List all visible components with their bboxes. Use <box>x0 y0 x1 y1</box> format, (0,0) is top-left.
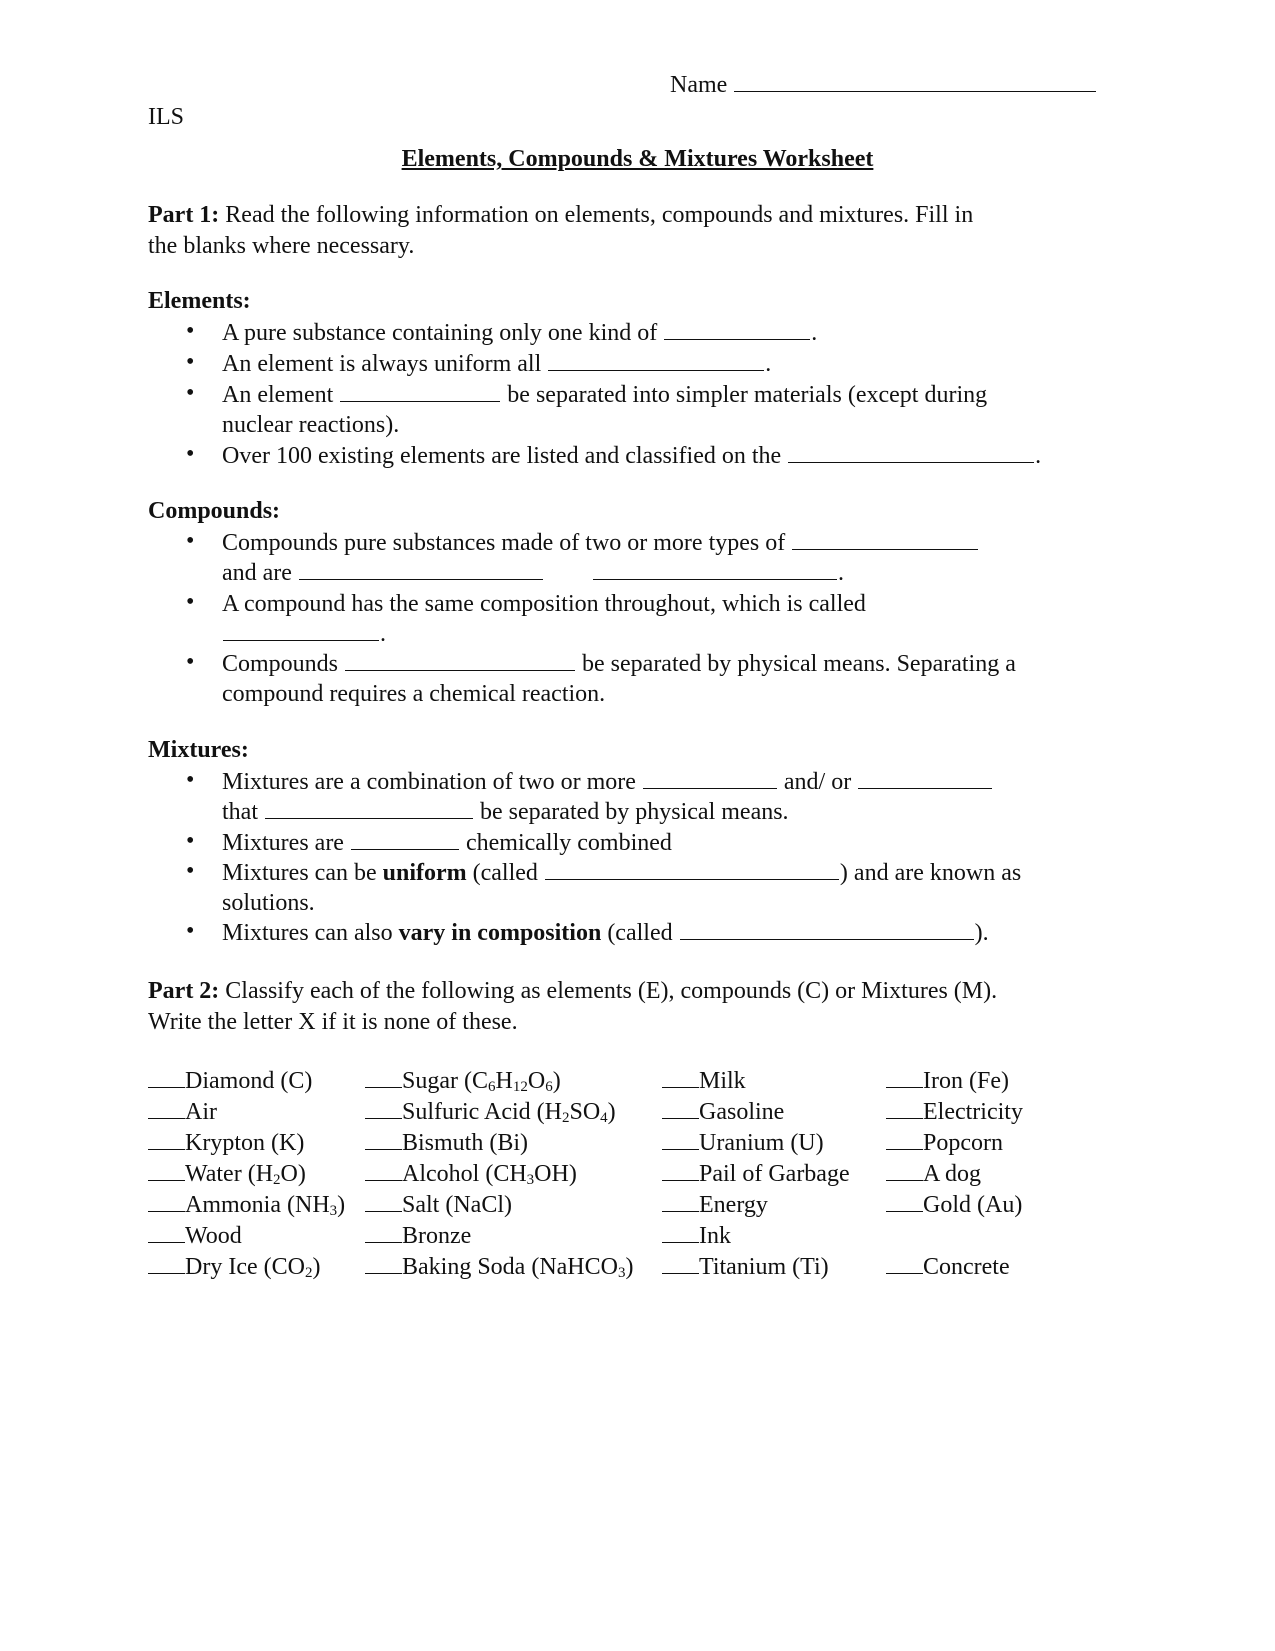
part2-text-line1: Classify each of the following as elements (E), compounds (C) or Mixtures (M). <box>219 978 998 1004</box>
name-field[interactable] <box>670 72 1097 99</box>
fill-blank[interactable] <box>340 400 500 402</box>
mixtures-b3-text-c: ) and are known as <box>839 860 1022 886</box>
item-label: Sulfuric Acid $(H_2SO_4)$ <box>402 1099 616 1126</box>
answer-blank[interactable] <box>365 1272 402 1274</box>
answer-blank[interactable] <box>365 1210 402 1212</box>
answer-blank[interactable] <box>662 1148 699 1150</box>
item-label: Energy <box>699 1192 768 1218</box>
part2-label: Part 2: <box>148 978 220 1004</box>
item-label: Ammonia $(NH_3)$ <box>185 1192 346 1219</box>
list-item <box>662 1221 850 1252</box>
answer-blank[interactable] <box>886 1179 923 1181</box>
list-item <box>886 1097 1023 1128</box>
bullet-icon: • <box>186 767 195 793</box>
answer-blank[interactable] <box>148 1210 185 1212</box>
name-blank[interactable] <box>734 90 1096 92</box>
compounds-b3-text-b: be separated by physical means. Separating a <box>582 651 1016 677</box>
list-item <box>886 1066 1023 1097</box>
list-item <box>662 1159 850 1190</box>
worksheet-title: Elements, Compounds & Mixtures Worksheet <box>401 146 874 172</box>
item-label: Salt (NaCl) <box>402 1192 512 1218</box>
fill-blank[interactable] <box>643 787 777 789</box>
compounds-b3-text-a: Compounds <box>222 651 339 677</box>
item-label: Diamond (C) <box>185 1068 313 1094</box>
list-item <box>365 1190 633 1221</box>
mixtures-b2-text-b: chemically combined <box>465 830 672 856</box>
classify-column-2 <box>365 1066 633 1283</box>
part2-instructions <box>148 976 997 1038</box>
fill-blank[interactable] <box>299 578 543 580</box>
mixtures-b1-text-c: that <box>222 799 258 825</box>
answer-blank[interactable] <box>148 1241 185 1243</box>
item-label: Iron (Fe) <box>923 1068 1009 1094</box>
mixtures-b4-text-c: ). <box>974 920 989 946</box>
item-label: Air <box>185 1099 217 1125</box>
list-item <box>662 1128 850 1159</box>
elements-b4-text: Over 100 existing elements are listed and classified on the <box>222 443 782 469</box>
list-item-empty <box>886 1221 1023 1252</box>
item-label: Uranium (U) <box>699 1130 824 1156</box>
answer-blank[interactable] <box>148 1272 185 1274</box>
item-label: Bronze <box>402 1223 472 1249</box>
bullet-icon: • <box>186 441 195 467</box>
answer-blank[interactable] <box>662 1241 699 1243</box>
bullet-icon: • <box>186 380 195 406</box>
list-item <box>365 1252 633 1283</box>
list-item <box>662 1252 850 1283</box>
item-label: Gasoline <box>699 1099 785 1125</box>
item-label: Bismuth (Bi) <box>402 1130 529 1156</box>
mixtures-b4-text-a: Mixtures can also <box>222 920 399 946</box>
item-label: Dry Ice $(CO_2)$ <box>185 1254 321 1281</box>
elements-b2-text: An element is always uniform all <box>222 351 542 377</box>
classify-column-3 <box>662 1066 850 1283</box>
mixtures-b1-text-b: and/ or <box>783 769 852 795</box>
mixtures-b3-text-a: Mixtures can be <box>222 860 383 886</box>
elements-heading: Elements: <box>148 288 251 314</box>
item-label: Baking Soda (NaHCO$_3$) <box>402 1254 634 1281</box>
bullet-icon: • <box>186 649 195 675</box>
list-item <box>662 1190 850 1221</box>
list-item <box>662 1066 850 1097</box>
fill-blank[interactable] <box>223 639 379 641</box>
answer-blank[interactable] <box>365 1117 402 1119</box>
item-label: Titanium (Ti) <box>699 1254 829 1280</box>
answer-blank[interactable] <box>886 1272 923 1274</box>
bullet-icon: • <box>186 828 195 854</box>
name-label: Name <box>670 72 728 98</box>
list-item <box>365 1097 633 1128</box>
answer-blank[interactable] <box>886 1148 923 1150</box>
bullet-icon: • <box>186 528 195 554</box>
list-item <box>148 1128 345 1159</box>
list-item <box>365 1159 633 1190</box>
course-label: ILS <box>148 104 184 130</box>
fill-blank[interactable] <box>858 787 992 789</box>
mixtures-b3-text-b: (called <box>466 860 538 886</box>
item-label: Sugar $(C_6H_{12}O_6)$ <box>402 1068 561 1095</box>
list-item <box>365 1066 633 1097</box>
list-item <box>148 1221 345 1252</box>
part1-text-line2: the blanks where necessary. <box>148 233 415 259</box>
elements-b3-text-c: nuclear reactions). <box>222 412 400 438</box>
list-item <box>886 1128 1023 1159</box>
item-label: Ink <box>699 1223 731 1249</box>
mixtures-b4-bold: vary in composition <box>398 920 602 946</box>
fill-blank[interactable] <box>664 338 810 340</box>
elements-b3-text-b: be separated into simpler materials (except during <box>507 382 988 408</box>
list-item <box>148 1159 345 1190</box>
answer-blank[interactable] <box>662 1117 699 1119</box>
item-label: Electricity <box>923 1099 1023 1125</box>
classify-column-1 <box>148 1066 345 1283</box>
fill-blank[interactable] <box>788 461 1034 463</box>
answer-blank[interactable] <box>662 1179 699 1181</box>
compounds-b1-text-b: and are <box>222 560 292 586</box>
compounds-heading: Compounds: <box>148 498 281 524</box>
mixtures-heading: Mixtures: <box>148 737 249 763</box>
item-label: Milk <box>699 1068 746 1094</box>
answer-blank[interactable] <box>148 1179 185 1181</box>
answer-blank[interactable] <box>148 1086 185 1088</box>
bullet-icon: • <box>186 858 195 884</box>
part1-text-line1: Read the following information on elements, compounds and mixtures. Fill in <box>219 202 974 228</box>
part1-instructions <box>148 200 973 262</box>
part1-label: Part 1: <box>148 202 220 228</box>
answer-blank[interactable] <box>886 1210 923 1212</box>
classify-column-4 <box>886 1066 1023 1283</box>
list-item <box>662 1097 850 1128</box>
list-item <box>886 1159 1023 1190</box>
list-item <box>148 1190 345 1221</box>
list-item <box>365 1221 633 1252</box>
answer-blank[interactable] <box>662 1086 699 1088</box>
item-label: Pail of Garbage <box>699 1161 850 1187</box>
answer-blank[interactable] <box>662 1272 699 1274</box>
answer-blank[interactable] <box>365 1086 402 1088</box>
fill-blank[interactable] <box>345 669 575 671</box>
answer-blank[interactable] <box>148 1117 185 1119</box>
fill-blank[interactable] <box>680 938 974 940</box>
answer-blank[interactable] <box>886 1086 923 1088</box>
mixtures-b4-text-b: (called <box>601 920 673 946</box>
item-label: A dog <box>923 1161 982 1187</box>
list-item <box>886 1252 1023 1283</box>
mixtures-b2-text-a: Mixtures are <box>222 830 344 856</box>
answer-blank[interactable] <box>662 1210 699 1212</box>
item-label: Water $(H_2O)$ <box>185 1161 306 1188</box>
item-label: Concrete <box>923 1254 1010 1280</box>
mixtures-b1-text-a: Mixtures are a combination of two or more <box>222 769 636 795</box>
answer-blank[interactable] <box>365 1241 402 1243</box>
item-label: Alcohol $(CH_3OH)$ <box>402 1161 577 1188</box>
mixtures-b3-bold: uniform <box>382 860 467 886</box>
bullet-icon: • <box>186 918 195 944</box>
fill-blank[interactable] <box>545 878 839 880</box>
bullet-icon: • <box>186 589 195 615</box>
compounds-b2-text: A compound has the same composition throughout, which is called <box>222 591 866 617</box>
answer-blank[interactable] <box>365 1148 402 1150</box>
elements-b1-text: A pure substance containing only one kind of <box>222 320 658 346</box>
bullet-icon: • <box>186 349 195 375</box>
bullet-icon: • <box>186 318 195 344</box>
item-label: Wood <box>185 1223 242 1249</box>
answer-blank[interactable] <box>365 1179 402 1181</box>
fill-blank[interactable] <box>792 548 978 550</box>
list-item <box>148 1066 345 1097</box>
part2-text-line2: Write the letter X if it is none of these. <box>148 1009 518 1035</box>
compounds-b1-text-a: Compounds pure substances made of two or more types of <box>222 530 786 556</box>
list-item <box>886 1190 1023 1221</box>
answer-blank[interactable] <box>148 1148 185 1150</box>
item-label: Popcorn <box>923 1130 1003 1156</box>
fill-blank[interactable] <box>548 369 764 371</box>
fill-blank[interactable] <box>265 817 473 819</box>
item-label: Krypton (K) <box>185 1130 305 1156</box>
list-item <box>148 1252 345 1283</box>
worksheet-page: Name ILS Elements, Compounds & Mixtures Worksheet Part 1: Read the following information on elements, compounds and mixtures. Fill in the blanks where necessary. Elements: • A pure substance containing only one kind of . • An element is always uniform all . • An element be separated into simpler materials (except during nuclear reactions). • Over 100 existing elements are listed and classified on the . Compounds: • Compounds pure substances made of two or more types of and are . • A compound has the same composition throughout, which is called . • Compounds be separated by physical means. Separating a compound requires a chemical reaction. Mixtures: • Mixtures are a combination of two or more and/ or that be separated by physical means. • Mixtures are chemically combined • Mixtures can be uniform (called ) and are known as solutions. • Mixtures can also vary in composition (called ). Part 2: Classify each of the following as elements (E), compounds (C) or Mixtures (M). Write the letter X if it is none of these. Diamond (C) Air Krypton (K) Water $(H_2O)$ Ammonia $(NH_3)$ Wood Dry Ice $(CO_2)$ Sugar $(C_6H_{12}O_6)$ Sulfuric Acid $(H_2SO_4)$ Bismuth (Bi) Alcohol $(CH_3OH)$ Salt (NaCl) Bronze Baking Soda (NaHCO$_3$) Milk Gasoline Uranium (U) Pail of Garbage Energy Ink Titanium (Ti) Iron (Fe) Electricity Popcorn A dog Gold (Au) Concrete <box>0 0 1275 1651</box>
fill-blank[interactable] <box>593 578 837 580</box>
item-label: Gold (Au) <box>923 1192 1023 1218</box>
list-item <box>365 1128 633 1159</box>
fill-blank[interactable] <box>351 848 459 850</box>
mixtures-b3-text-d: solutions. <box>222 890 315 916</box>
elements-b3-text-a: An element <box>222 382 334 408</box>
answer-blank[interactable] <box>886 1117 923 1119</box>
compounds-b3-text-c: compound requires a chemical reaction. <box>222 681 606 707</box>
list-item <box>148 1097 345 1128</box>
mixtures-b1-text-d: be separated by physical means. <box>480 799 789 825</box>
